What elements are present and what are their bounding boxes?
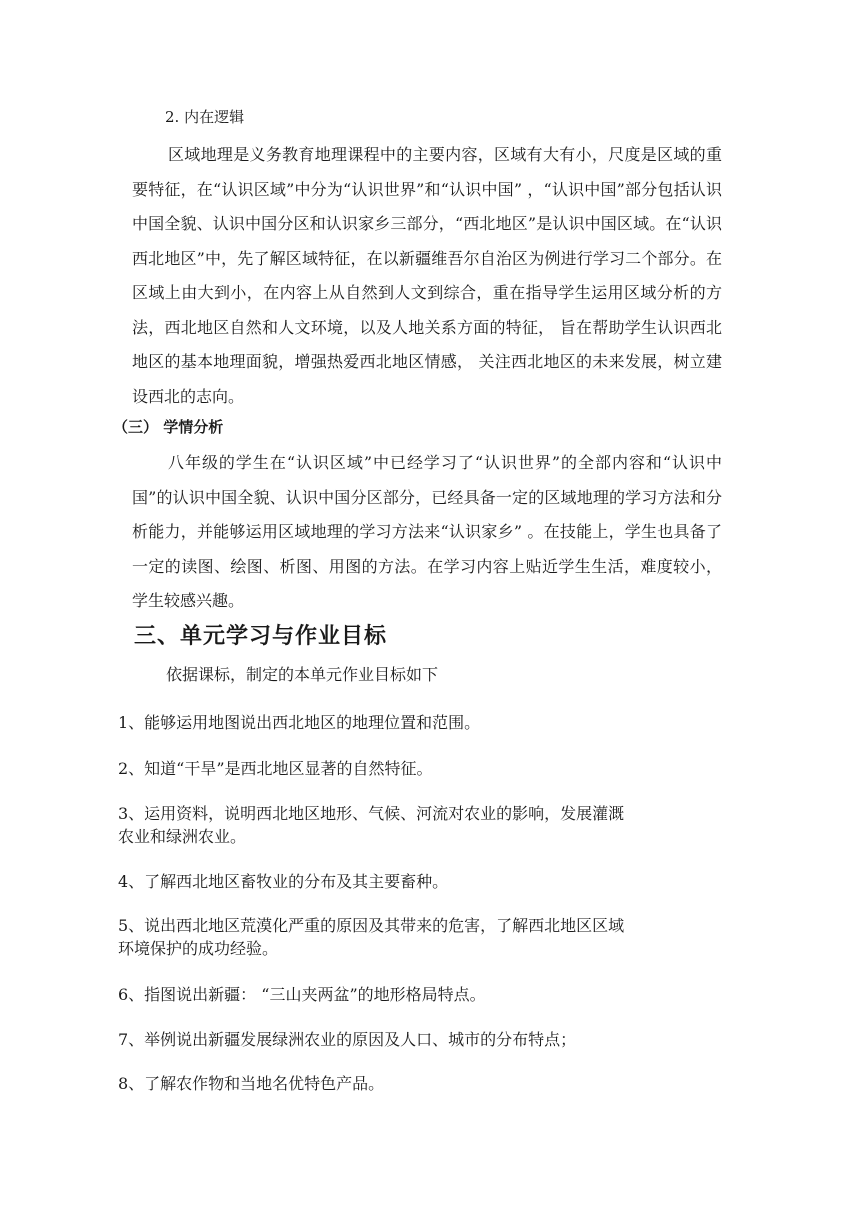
objectives-intro: 依据课标，制定的本单元作业目标如下 xyxy=(166,665,439,684)
subsection-heading-inner-logic: 2. 内在逻辑 xyxy=(165,108,245,126)
objective-item: 3、运用资料，说明西北地区地形、气候、河流对农业的影响，发展灌溉农业和绿洲农业。 xyxy=(118,804,625,846)
inner-logic-paragraph: 区域地理是义务教育地理课程中的主要内容，区域有大有小，尺度是区域的重要特征，在“认识区域”中分为“认识世界”和“认识中国” ，“认识中国”部分包括认识中国全貌、认识中国分区和认识家乡三部分，“西北地区”是认识中国区域。在“认识西北地区”中，先了解区域特征，在以新疆维吾尔自治区为例进行学习二个部分。在区域上由大到小，在内容上从自然到人文到综合，重在指导学生运用区域分析的方法，西北地区自然和人文环境，以及人地关系方面的特征， 旨在帮助学生认识西北地区的基本地理面貌，增强热爱西北地区情感， 关注西北地区的未来发展，树立建设西北的志向。 xyxy=(132,145,722,406)
chapter-heading-unit-objectives: 三、单元学习与作业目标 xyxy=(134,624,388,649)
objective-item: 4、了解西北地区畜牧业的分布及其主要畜种。 xyxy=(118,872,449,891)
section-heading-learner-analysis: （三） 学情分析 xyxy=(113,418,224,436)
learner-analysis-paragraph: 八年级的学生在“认识区域”中已经学习了“认识世界”的全部内容和“认识中国”的认识中国全貌、认识中国分区部分，已经具备一定的区域地理的学习方法和分析能力，并能够运用区域地理的学习方法来“认识家乡” 。在技能上，学生也具备了一定的读图、绘图、析图、用图的方法。在学习内容上贴近学生生活，难度较小，学生较感兴趣。 xyxy=(132,453,722,610)
objective-item: 8、了解农作物和当地名优特色产品。 xyxy=(118,1074,385,1093)
objective-item: 6、指图说出新疆： “三山夹两盆”的地形格局特点。 xyxy=(118,985,486,1004)
objective-item: 5、说出西北地区荒漠化严重的原因及其带来的危害，了解西北地区区域环境保护的成功经验。 xyxy=(118,916,625,958)
objective-item: 7、举例说出新疆发展绿洲农业的原因及人口、城市的分布特点； xyxy=(118,1030,577,1049)
objective-item: 1、能够运用地图说出西北地区的地理位置和范围。 xyxy=(118,713,481,732)
objective-item: 2、知道“干旱”是西北地区显著的自然特征。 xyxy=(118,759,433,778)
